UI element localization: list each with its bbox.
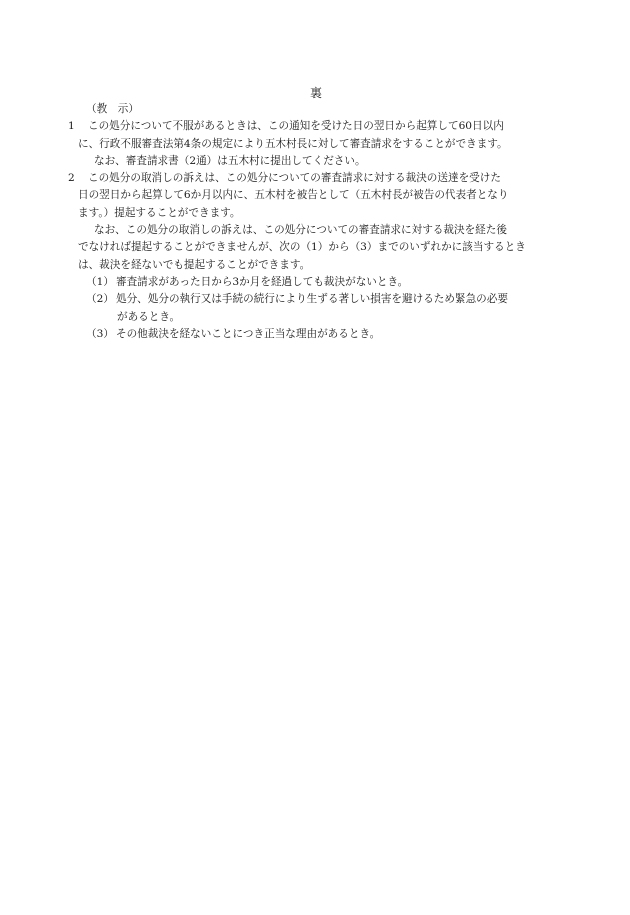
section-1-line-2: に、行政不服審査法第4条の規定により五木村長に対して審査請求をすることができます。 bbox=[78, 137, 508, 150]
section-2-line-1 bbox=[68, 170, 568, 187]
section-2-note-line-1: なお、この処分の取消しの訴えは、この処分についての審査請求に対する裁決を経た後 bbox=[94, 224, 507, 237]
notice-title: （教 示） bbox=[86, 103, 139, 115]
section-2-note-line-2: でなければ提起することができませんが、次の（1）から（3）までのいずれかに該当するとき bbox=[78, 241, 526, 254]
section-1-note: なお、審査請求書（2通）は五木村に提出してください。 bbox=[94, 154, 366, 167]
notice-body bbox=[68, 101, 568, 343]
list-item-2-text-1: 処分、処分の執行又は手続の続行により生ずる著しい損害を避けるため緊急の必要 bbox=[116, 293, 508, 306]
section-1-text-1: この処分について不服があるときは、この通知を受けた日の翌日から起算して60日以内 bbox=[88, 120, 504, 133]
list-item-3-number: （3） bbox=[86, 327, 114, 340]
section-1-line-1 bbox=[68, 118, 568, 135]
list-item-3 bbox=[68, 326, 568, 343]
section-2-number: 2 bbox=[68, 172, 75, 185]
section-2-text-1: この処分の取消しの訴えは、この処分についての審査請求に対する裁決の送達を受けた bbox=[88, 172, 501, 185]
section-2-note-line-3: は、裁決を経ないでも提起することができます。 bbox=[78, 258, 311, 271]
list-item-2-continuation: があるとき。 bbox=[117, 310, 181, 323]
section-2-line-3: ます。）提起することができます。 bbox=[78, 206, 241, 219]
list-item-2 bbox=[68, 291, 568, 308]
list-item-1-text: 審査請求があった日から3か月を経過しても裁決がないとき。 bbox=[116, 275, 409, 288]
list-item-3-text: その他裁決を経ないことにつき正当な理由があるとき。 bbox=[116, 327, 381, 340]
section-2-line-2: 日の翌日から起算して6か月以内に、五木村を被告として（五木村長が被告の代表者となり bbox=[78, 189, 509, 202]
list-item-1-number: （1） bbox=[86, 275, 114, 288]
section-1-number: 1 bbox=[68, 120, 75, 133]
list-item-2-number: （2） bbox=[86, 293, 114, 306]
page-heading: 裏 bbox=[309, 86, 322, 100]
list-item-1 bbox=[68, 274, 568, 291]
